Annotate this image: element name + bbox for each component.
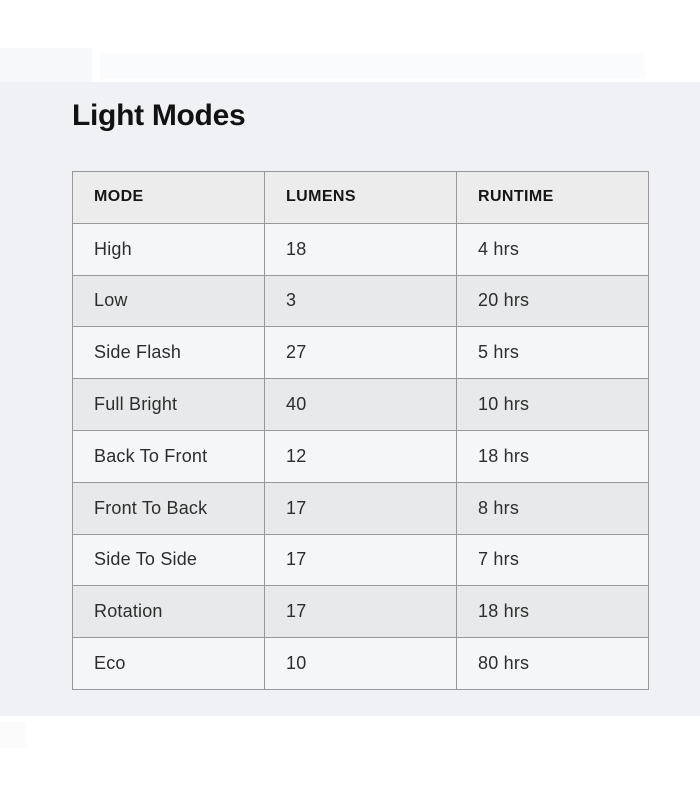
table-row	[73, 638, 649, 690]
cell-lumens: 17	[265, 534, 457, 586]
cell-mode: Eco	[73, 638, 265, 690]
table-row	[73, 482, 649, 534]
faded-image-remnant	[0, 722, 26, 748]
cell-runtime: 20 hrs	[457, 275, 649, 327]
faded-image-remnant	[100, 53, 645, 79]
light-modes-card	[0, 82, 700, 716]
cell-lumens: 18	[265, 223, 457, 275]
cell-lumens: 40	[265, 379, 457, 431]
cell-mode: Full Bright	[73, 379, 265, 431]
table-row	[73, 275, 649, 327]
cell-mode: Side To Side	[73, 534, 265, 586]
cell-lumens: 10	[265, 638, 457, 690]
cell-lumens: 17	[265, 586, 457, 638]
faded-image-remnant	[0, 48, 92, 83]
cell-runtime: 80 hrs	[457, 638, 649, 690]
cell-mode: Front To Back	[73, 482, 265, 534]
table-row	[73, 534, 649, 586]
table-row	[73, 430, 649, 482]
cell-runtime: 5 hrs	[457, 327, 649, 379]
column-header-mode: MODE	[73, 172, 265, 224]
column-header-runtime: RUNTIME	[457, 172, 649, 224]
table-header-row	[73, 172, 649, 224]
cell-mode: Back To Front	[73, 430, 265, 482]
cell-runtime: 18 hrs	[457, 586, 649, 638]
table-row	[73, 586, 649, 638]
cell-mode: Rotation	[73, 586, 265, 638]
cell-runtime: 18 hrs	[457, 430, 649, 482]
cell-runtime: 7 hrs	[457, 534, 649, 586]
cell-lumens: 27	[265, 327, 457, 379]
cell-mode: Low	[73, 275, 265, 327]
table-row	[73, 327, 649, 379]
cell-lumens: 12	[265, 430, 457, 482]
table-row	[73, 223, 649, 275]
section-title: Light Modes	[72, 99, 246, 132]
cell-lumens: 17	[265, 482, 457, 534]
cell-runtime: 10 hrs	[457, 379, 649, 431]
column-header-lumens: LUMENS	[265, 172, 457, 224]
cell-lumens: 3	[265, 275, 457, 327]
cell-mode: High	[73, 223, 265, 275]
cell-runtime: 4 hrs	[457, 223, 649, 275]
cell-mode: Side Flash	[73, 327, 265, 379]
table-row	[73, 379, 649, 431]
light-modes-table	[72, 171, 649, 690]
cell-runtime: 8 hrs	[457, 482, 649, 534]
